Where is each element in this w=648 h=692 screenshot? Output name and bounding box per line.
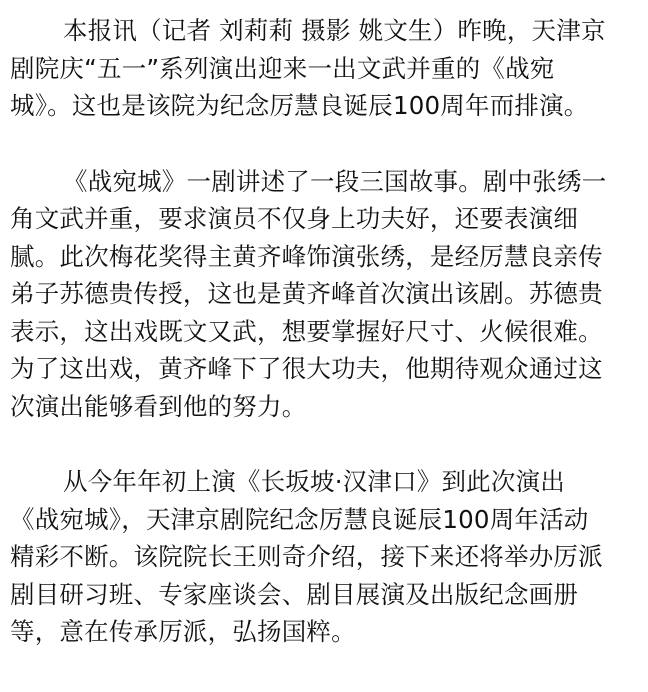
paragraph-3 — [10, 463, 640, 651]
paragraph-line: 等，意在传承厉派，弘扬国粹。 — [10, 617, 356, 646]
paragraph-line: 精彩不断。该院院长王则奇介绍，接下来还将举办厉派 — [10, 542, 603, 571]
paragraph-line: 城》。这也是该院为纪念厉慧良诞辰100周年而排演。 — [10, 91, 589, 120]
paragraph-line: 《战宛城》，天津京剧院纪念厉慧良诞辰100周年活动 — [10, 504, 589, 534]
paragraph-line: 本报讯（记者 刘莉莉 摄影 姚文生）昨晚，天津京 — [63, 16, 606, 45]
paragraph-spacer — [10, 125, 640, 163]
paragraph-line: 剧目研习班、专家座谈会、剧目展演及出版纪念画册 — [10, 579, 579, 609]
paragraph-line: 弟子苏德贵传授，这也是黄齐峰首次演出该剧。苏德贵 — [10, 279, 603, 308]
paragraph-line: 剧院庆“五一”系列演出迎来一出文武并重的《战宛 — [10, 53, 555, 83]
paragraph-line: 次演出能够看到他的努力。 — [10, 391, 307, 421]
paragraph-line: 为了这出戏，黄齐峰下了很大功夫，他期待观众通过这 — [10, 354, 603, 383]
paragraph-line: 角文武并重，要求演员不仅身上功夫好，还要表演细 — [10, 204, 579, 233]
paragraph-2 — [10, 163, 640, 426]
paragraph-line: 从今年年初上演《长坂坡·汉津口》到此次演出 — [63, 467, 565, 496]
paragraph-line: 《战宛城》一剧讲述了一段三国故事。剧中张绣一 — [63, 166, 607, 196]
paragraph-spacer — [10, 425, 640, 463]
paragraph-1 — [10, 12, 640, 125]
paragraph-line: 表示，这出戏既文又武，想要掌握好尺寸、火候很难。 — [10, 316, 603, 346]
article-body — [10, 12, 640, 651]
paragraph-line: 腻。此次梅花奖得主黄齐峰饰演张绣，是经厉慧良亲传 — [10, 241, 603, 271]
